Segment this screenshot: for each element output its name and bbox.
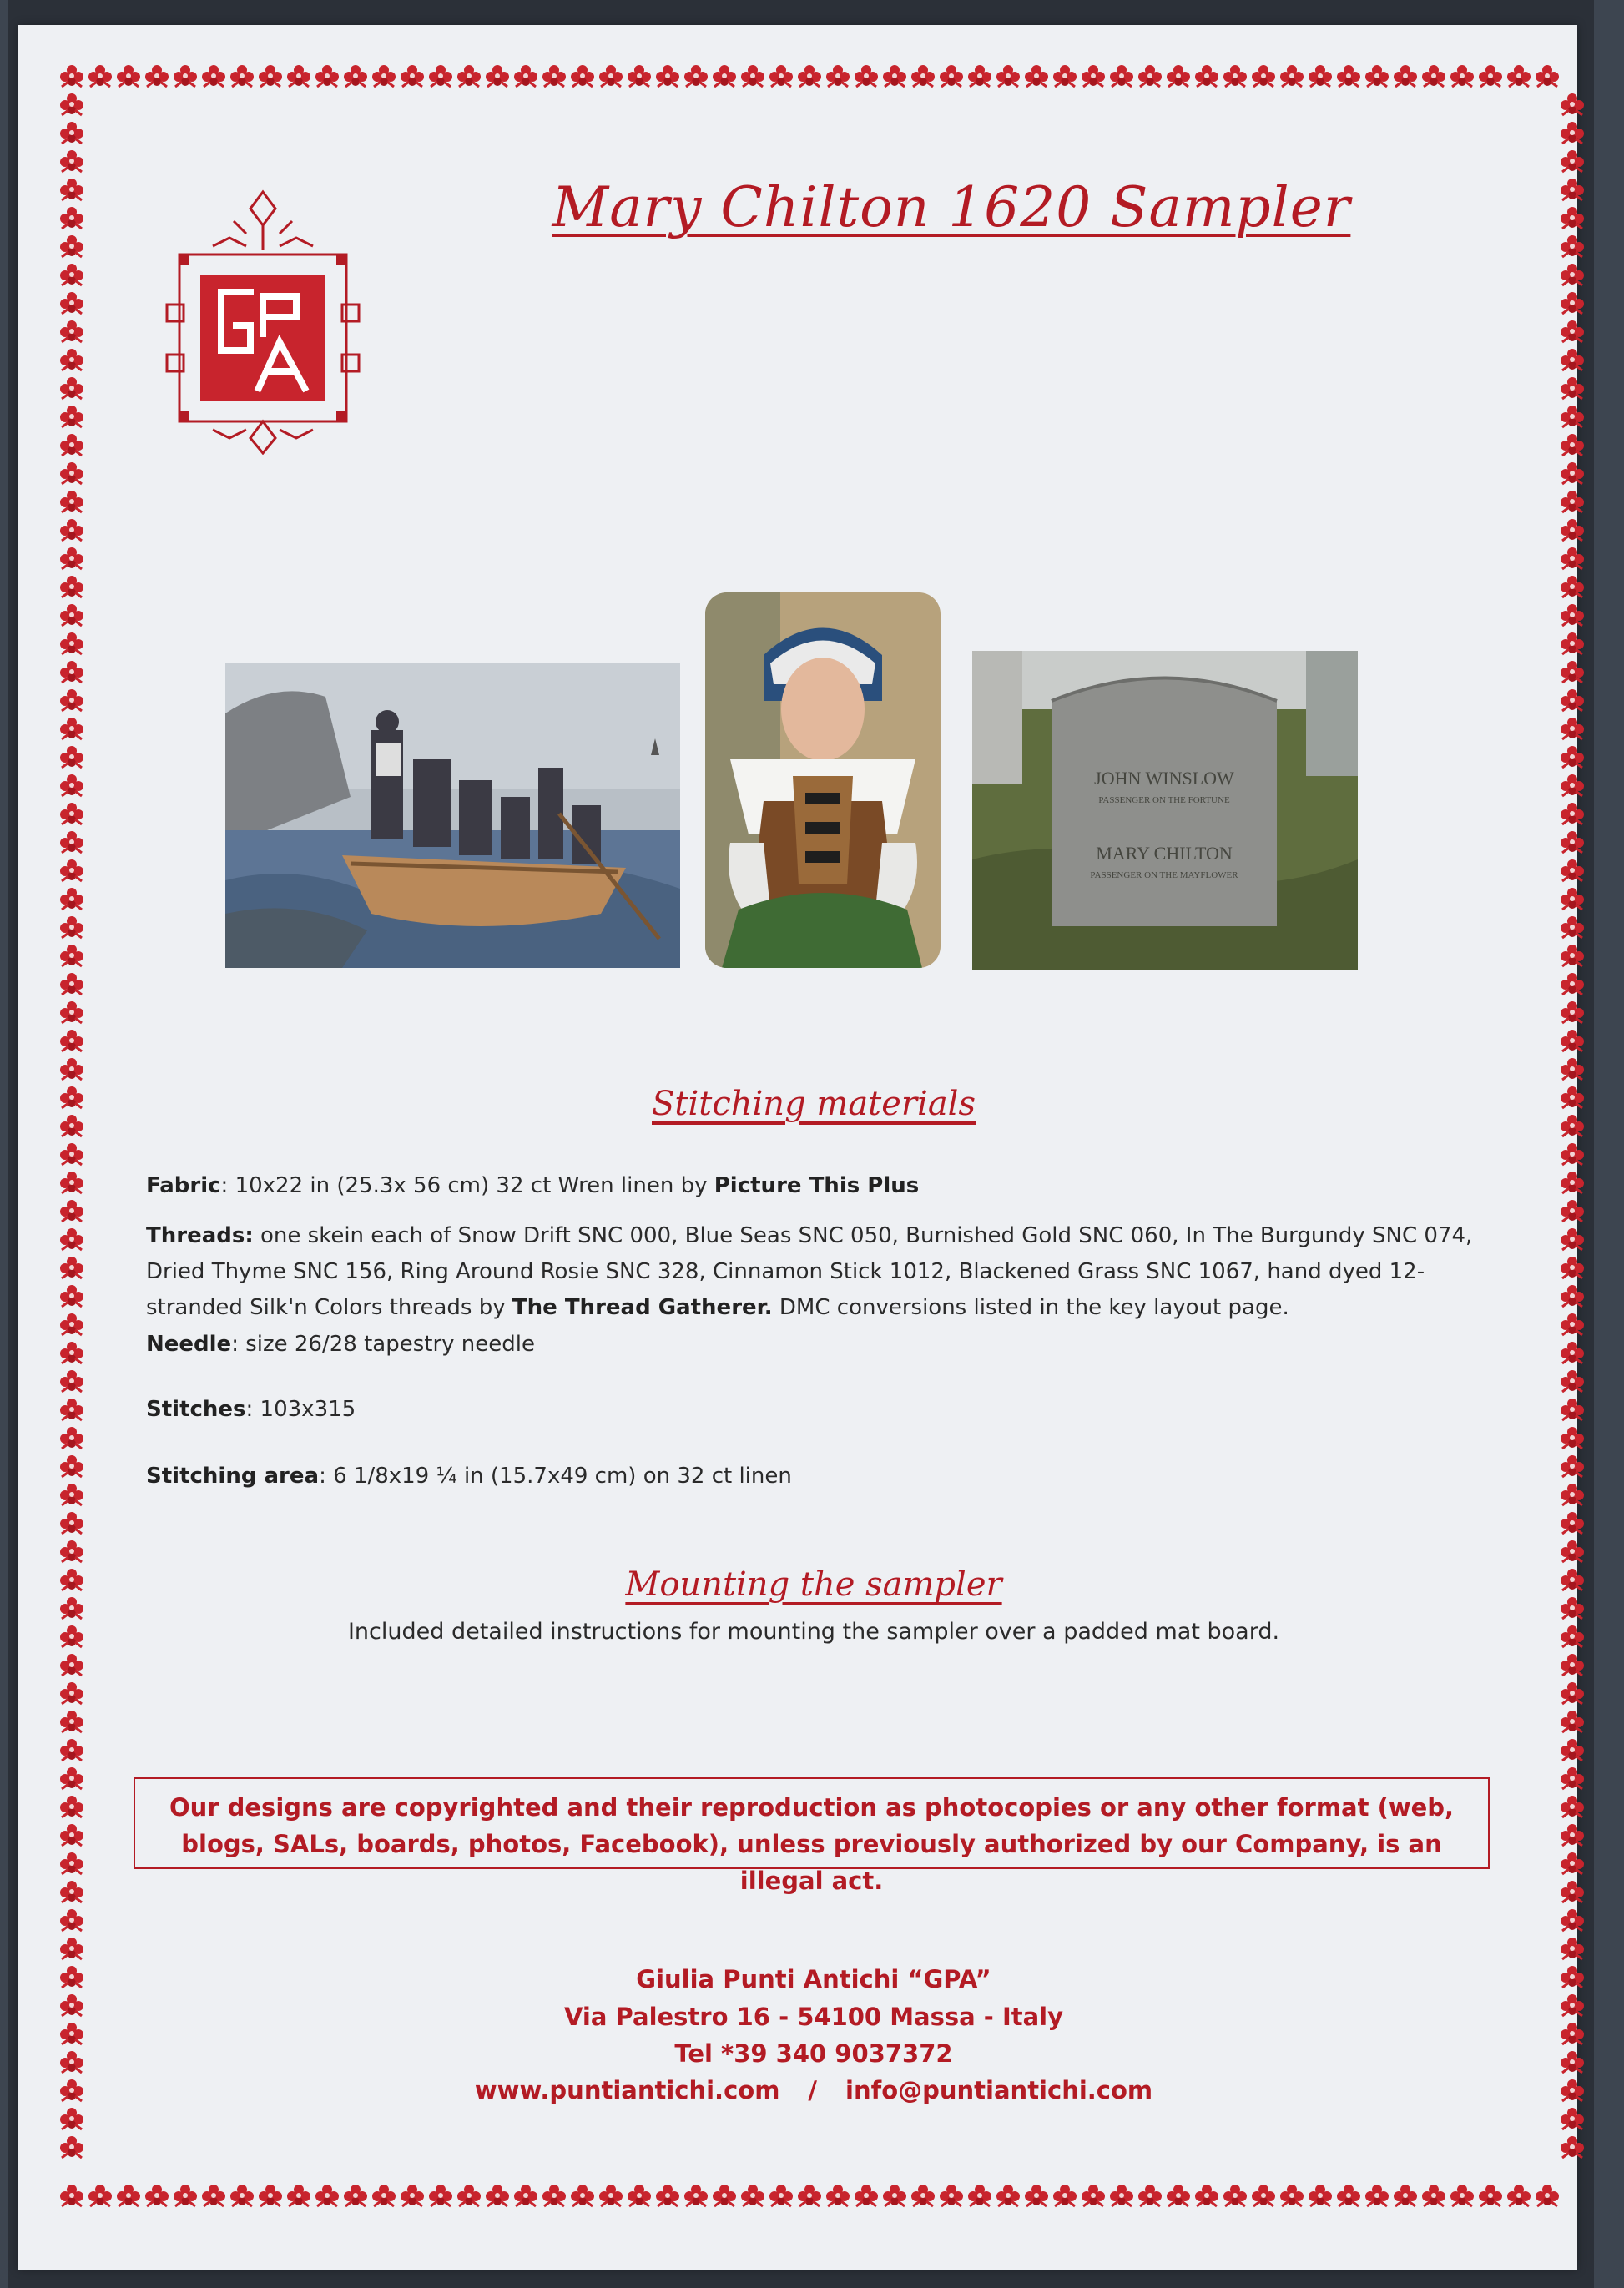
fabric-brand: Picture This Plus <box>714 1173 920 1198</box>
threads-text: one skein each of Snow Drift SNC 000, Blue Seas SNC 050, Burnished Gold SNC 060, In The Burgundy SNC 074, Dried Thyme SNC 156, Ring Around Rosie SNC 328, Cinnamon Stick 1012, Blackened Grass SNC 1067, hand dyed 12-stranded Silk'n Colors threads by <box>146 1223 1473 1320</box>
company-address: Via Palestro 16 - 54100 Massa - Italy <box>563 2003 1064 2031</box>
gpa-monogram-icon <box>163 188 363 455</box>
fabric-label: Fabric <box>146 1173 221 1198</box>
company-name: Giulia Punti Antichi “GPA” <box>636 1965 991 1993</box>
engraving-line-2: PASSENGER ON THE FORTUNE <box>1098 795 1230 805</box>
needle-label: Needle <box>146 1332 232 1357</box>
email-link[interactable]: info@puntiantichi.com <box>845 2076 1153 2104</box>
mounting-heading: Mounting the sampler <box>625 1565 1002 1604</box>
threads-tail: DMC conversions listed in the key layout page. <box>772 1295 1289 1320</box>
stitching-materials-heading: Stitching materials <box>652 1085 976 1123</box>
headstone-image <box>972 651 1358 970</box>
threads-brand: The Thread Gatherer. <box>512 1295 773 1320</box>
stitching-area-line <box>146 1459 1481 1494</box>
stitches-line <box>146 1392 1481 1427</box>
website-link[interactable]: www.puntiantichi.com <box>474 2076 780 2104</box>
copyright-notice: Our designs are copyrighted and their reproduction as photocopies or any other format (web, blogs, SALs, boards, photos, Facebook), unless previously authorized by our Company, is an illegal act. <box>134 1777 1490 1869</box>
engraving-line-4: PASSENGER ON THE MAYFLOWER <box>1090 870 1238 880</box>
pilgrim-woman-portrait-image <box>705 592 941 968</box>
fabric-line <box>146 1168 1481 1203</box>
needle-text: : size 26/28 tapestry needle <box>231 1332 535 1357</box>
threads-label: Threads: <box>146 1223 254 1248</box>
gravestone-photo <box>972 651 1358 970</box>
mary-chilton-portrait <box>705 592 941 968</box>
stitches-text: : 103x315 <box>245 1397 356 1422</box>
pilgrims-boat-illustration <box>225 663 680 968</box>
threads-paragraph <box>146 1218 1481 1326</box>
fabric-text: : 10x22 in (25.3x 56 cm) 32 ct Wren linen by <box>220 1173 714 1198</box>
engraving-line-1: JOHN WINSLOW <box>1094 768 1234 789</box>
engraving-line-3: MARY CHILTON <box>1096 843 1233 864</box>
gpa-logo <box>163 188 363 455</box>
contact-links <box>417 2076 1210 2104</box>
needle-line <box>146 1327 1481 1362</box>
page-title: Mary Chilton 1620 Sampler <box>552 175 1351 239</box>
stitching-area-label: Stitching area <box>146 1464 320 1489</box>
pilgrims-rowboat-image <box>225 663 680 968</box>
stitching-area-text: : 6 1/8x19 ¼ in (15.7x49 cm) on 32 ct linen <box>319 1464 792 1489</box>
stitches-label: Stitches <box>146 1397 246 1422</box>
company-phone: Tel *39 340 9037372 <box>674 2039 953 2068</box>
mounting-text: Included detailed instructions for mounting the sampler over a padded mat board. <box>347 1619 1280 1645</box>
contact-separator: / <box>808 2076 817 2104</box>
